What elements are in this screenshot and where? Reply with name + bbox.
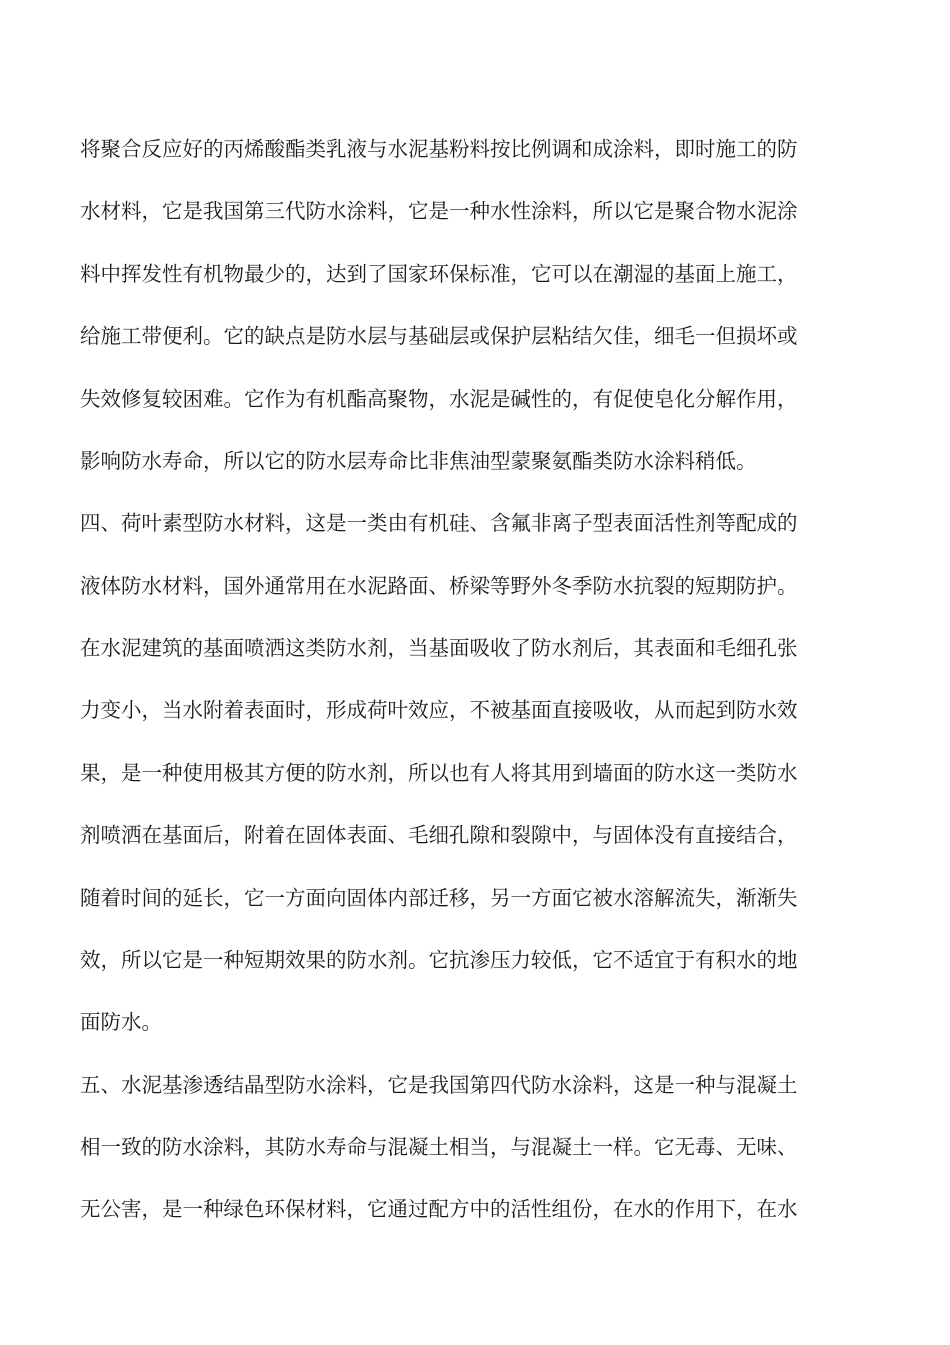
text-line: 在水泥建筑的基面喷洒这类防水剂，当基面吸收了防水剂后，其表面和毛细孔张 (80, 636, 798, 660)
text-line: 力变小，当水附着表面时，形成荷叶效应，不被基面直接吸收，从而起到防水效 (80, 698, 798, 722)
text-line: 果，是一种使用极其方便的防水剂，所以也有人将其用到墙面的防水这一类防水 (80, 761, 798, 785)
text-line: 失效修复较困难。它作为有机酯高聚物，水泥是碱性的，有促使皂化分解作用， (80, 387, 798, 411)
text-line: 五、水泥基渗透结晶型防水涂料，它是我国第四代防水涂料，这是一种与混凝土 (80, 1073, 798, 1097)
text-line: 效，所以它是一种短期效果的防水剂。它抗渗压力较低，它不适宜于有积水的地 (80, 948, 798, 972)
text-line: 面防水。 (80, 1010, 162, 1034)
text-line: 料中挥发性有机物最少的，达到了国家环保标准，它可以在潮湿的基面上施工， (80, 262, 798, 286)
text-line: 将聚合反应好的丙烯酸酯类乳液与水泥基粉料按比例调和成涂料，即时施工的防 (80, 137, 798, 161)
text-line: 相一致的防水涂料，其防水寿命与混凝土相当，与混凝土一样。它无毒、无味、 (80, 1135, 798, 1159)
text-line: 给施工带便利。它的缺点是防水层与基础层或保护层粘结欠佳，细毛一但损坏或 (80, 324, 798, 348)
text-line: 液体防水材料，国外通常用在水泥路面、桥梁等野外冬季防水抗裂的短期防护。 (80, 574, 798, 598)
text-line: 四、荷叶素型防水材料，这是一类由有机硅、含氟非离子型表面活性剂等配成的 (80, 511, 798, 535)
text-line: 随着时间的延长，它一方面向固体内部迁移，另一方面它被水溶解流失，渐渐失 (80, 886, 798, 910)
text-line: 无公害，是一种绿色环保材料，它通过配方中的活性组份，在水的作用下，在水 (80, 1197, 798, 1221)
text-line: 影响防水寿命，所以它的防水层寿命比非焦油型蒙聚氨酯类防水涂料稍低。 (80, 449, 757, 473)
text-line: 水材料，它是我国第三代防水涂料，它是一种水性涂料，所以它是聚合物水泥涂 (80, 199, 798, 223)
text-line: 剂喷洒在基面后，附着在固体表面、毛细孔隙和裂隙中，与固体没有直接结合， (80, 823, 798, 847)
